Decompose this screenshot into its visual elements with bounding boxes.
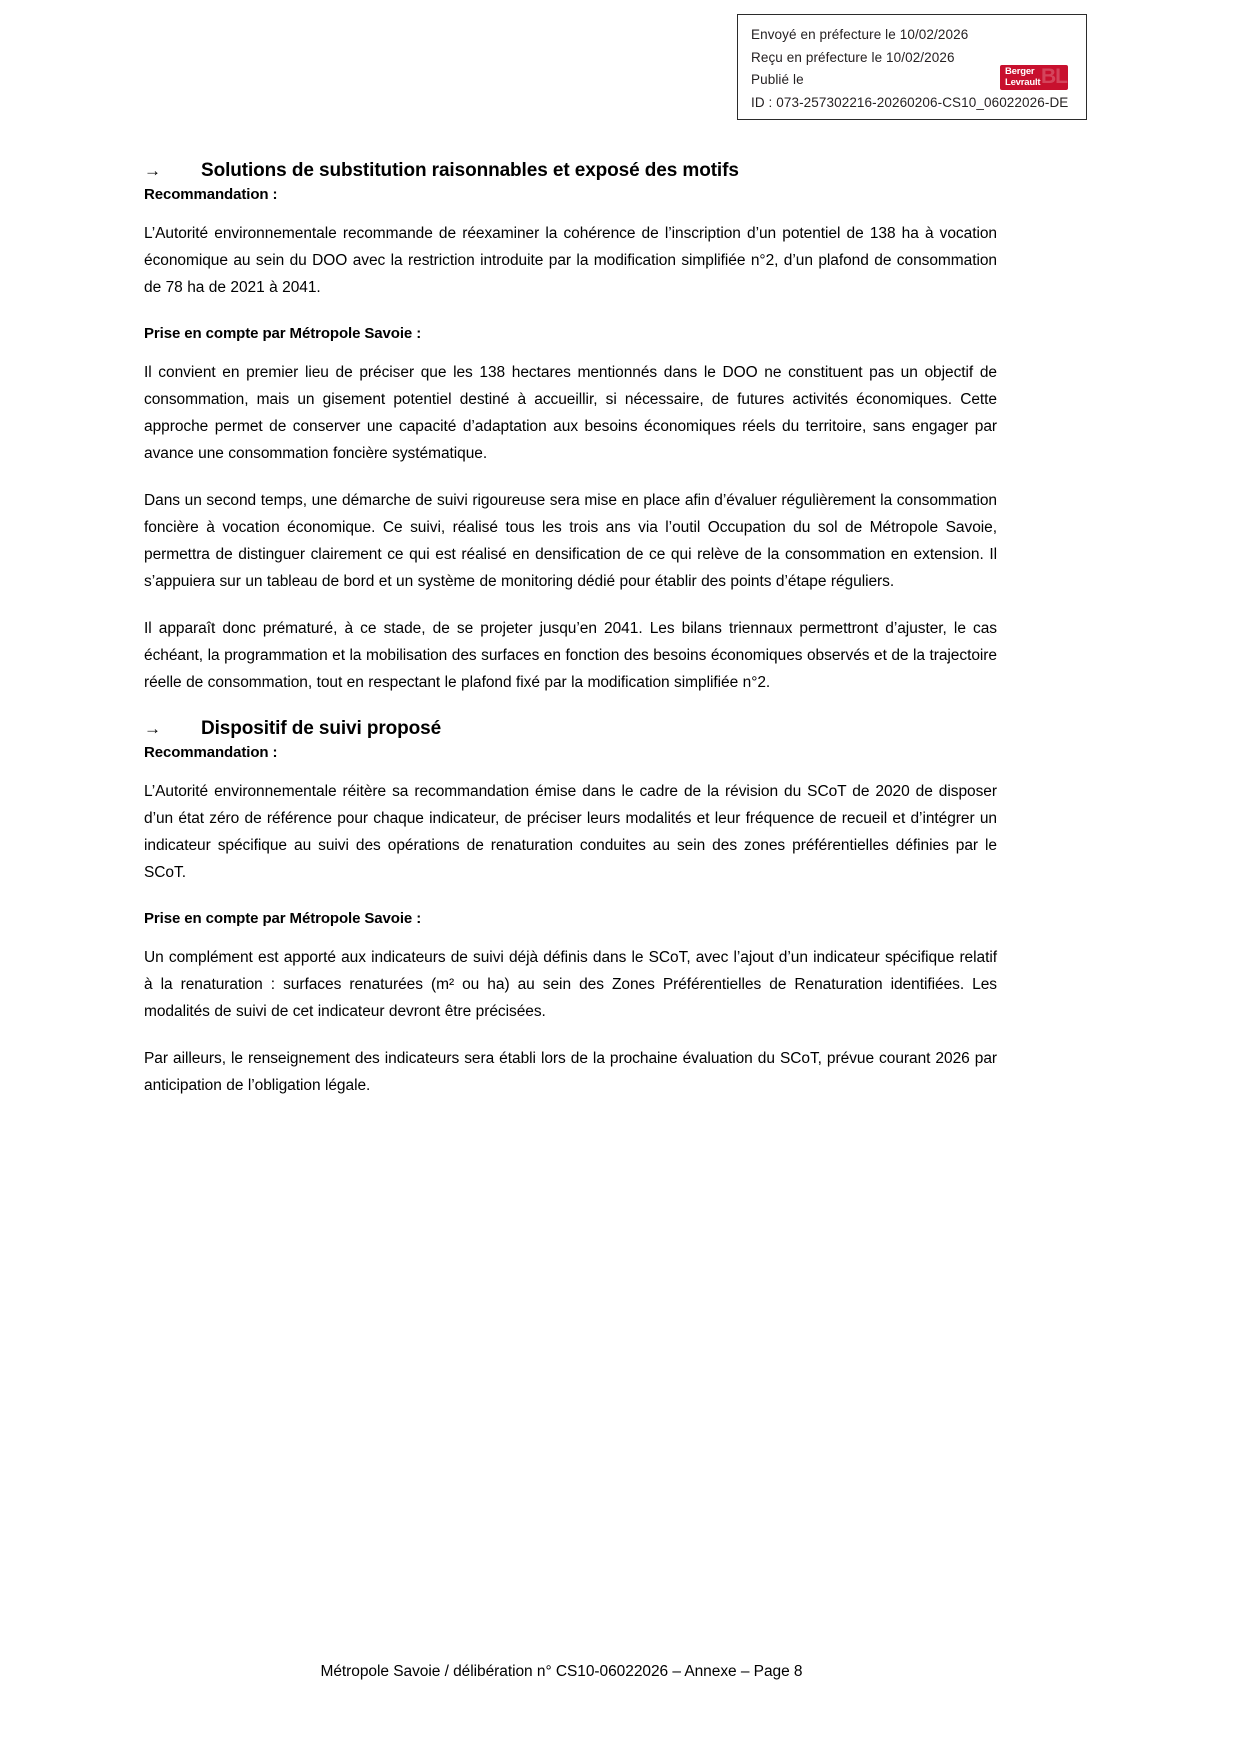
response-label-1: Prise en compte par Métropole Savoie :: [144, 325, 422, 342]
response-paragraph-2-2: Par ailleurs, le renseignement des indicateurs sera établi lors de la prochaine évaluation du SCoT, prévue courant 2026 par anticipation de l’obligation légale.: [144, 1050, 997, 1094]
stamp-line-published: Publié le: [751, 72, 804, 87]
document-content: [144, 158, 997, 1119]
berger-levrault-line2: Levrault: [1005, 76, 1041, 88]
berger-levrault-monogram: BL: [1041, 65, 1067, 88]
berger-levrault-logo: [1000, 65, 1068, 90]
response-label-2: Prise en compte par Métropole Savoie :: [144, 910, 422, 927]
arrow-bullet-icon: →: [144, 161, 161, 180]
stamp-line-received: Reçu en préfecture le 10/02/2026: [751, 49, 955, 65]
berger-levrault-line1: Berger: [1005, 66, 1035, 77]
section-title-text: Dispositif de suivi proposé: [201, 718, 442, 739]
recommendation-text-2: L’Autorité environnementale réitère sa recommandation émise dans le cadre de la révision du SCoT de 2020 de disposer d’un état zéro de référence pour chaque indicateur, de préciser leurs modalités et leur fréquence de recueil et d’intégrer un indicateur spécifique au suivi des opérations de renaturation conduites au sein des zones préférentielles définies par le SCoT.: [144, 783, 997, 881]
prefecture-stamp-box: [737, 14, 1087, 120]
recommendation-text-1: L’Autorité environnementale recommande de réexaminer la cohérence de l’inscription d’un potentiel de 138 ha à vocation économique au sein du DOO avec la restriction introduite par la modification simplifiée n°2, d’un plafond de consommation de 78 ha de 2021 à 2041.: [144, 225, 997, 296]
stamp-line-id: ID : 073-257302216-20260206-CS10_06022026-DE: [751, 94, 1069, 110]
response-paragraph-1-3: Il apparaît donc prématuré, à ce stade, de se projeter jusqu’en 2041. Les bilans triennaux permettront d’ajuster, le cas échéant, la programmation et la mobilisation des surfaces en fonction des besoins économiques observés et de la trajectoire réelle de consommation, tout en respectant le plafond fixé par la modification simplifiée n°2.: [144, 620, 997, 691]
section-heading-solutions: [144, 158, 997, 184]
page-footer: Métropole Savoie / délibération n° CS10-06022026 – Annexe – Page 8: [320, 1663, 803, 1680]
berger-levrault-wordmark: [1005, 67, 1040, 88]
recommendation-label-1: Recommandation :: [144, 186, 278, 203]
arrow-bullet-icon: →: [144, 719, 161, 738]
section-heading-dispositif: [144, 716, 997, 742]
section-title-text: Solutions de substitution raisonnables et exposé des motifs: [201, 160, 739, 181]
response-paragraph-1-1: Il convient en premier lieu de préciser que les 138 hectares mentionnés dans le DOO ne constituent pas un objectif de consommation, mais un gisement potentiel destiné à accueillir, si nécessaire, de futures activités économiques. Cette approche permet de conserver une capacité d’adaptation aux besoins économiques réels du territoire, sans engager par avance une consommation foncière systématique.: [144, 364, 997, 462]
response-paragraph-2-1: Un complément est apporté aux indicateurs de suivi déjà définis dans le SCoT, avec l’ajout d’un indicateur spécifique relatif à la renaturation : surfaces renaturées (m² ou ha) au sein des Zones Préférentielles de Renaturation identifiées. Les modalités de suivi de cet indicateur devront être précisées.: [144, 949, 997, 1020]
response-paragraph-1-2: Dans un second temps, une démarche de suivi rigoureuse sera mise en place afin d’évaluer régulièrement la consommation foncière à vocation économique. Ce suivi, réalisé tous les trois ans via l’outil Occupation du sol de Métropole Savoie, permettra de distinguer clairement ce qui est réalisé en densification de ce qui relève de la consommation en extension. Il s’appuiera sur un tableau de bord et un système de monitoring dédié pour établir des points d’étape réguliers.: [144, 492, 997, 590]
recommendation-label-2: Recommandation :: [144, 744, 278, 761]
stamp-line-sent: Envoyé en préfecture le 10/02/2026: [751, 27, 969, 42]
